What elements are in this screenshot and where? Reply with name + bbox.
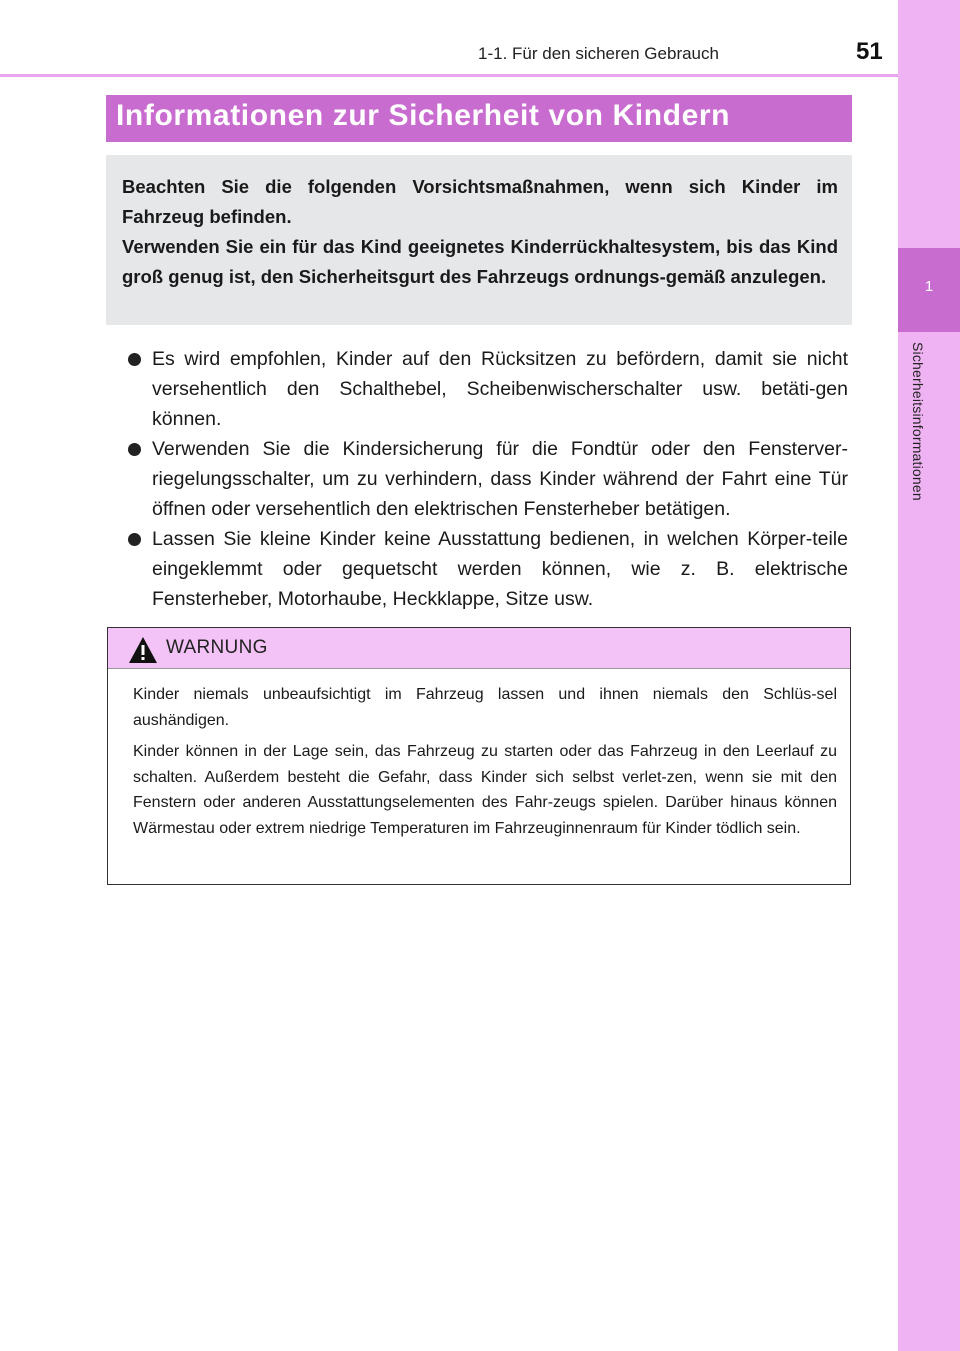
warning-label: WARNUNG: [166, 637, 268, 658]
list-item: [126, 434, 848, 524]
list-item-text: Es wird empfohlen, Kinder auf den Rücksitzen zu befördern, damit sie nicht versehentlich den Schalthebel, Scheibenwischerschalter usw. betäti-gen können.: [152, 348, 848, 430]
chapter-side-tab: [898, 0, 960, 1351]
bullet-icon: [128, 533, 141, 546]
warning-triangle-icon: [128, 636, 158, 664]
intro-text: [122, 172, 838, 292]
page-number: 51: [856, 38, 883, 65]
list-item-text: Verwenden Sie die Kindersicherung für die Fondtür oder den Fensterver-riegelungsschalter, um zu verhindern, dass Kinder während der Fahrt eine Tür öffnen oder versehentlich den elektrischen Fensterheber betätigen.: [152, 438, 848, 520]
warning-paragraph: Kinder können in der Lage sein, das Fahrzeug zu starten oder das Fahrzeug in den Leerlauf zu schalten. Außerdem besteht die Gefahr, dass Kinder sich selbst verlet-zen, wenn sie mit den Fenstern oder anderen Ausstattungselementen des Fahr-zeugs spielen. Darüber hinaus können Wärmestau oder extrem niedrige Temperaturen im Fahrzeuginnenraum für Kinder tödlich sein.: [133, 743, 837, 837]
list-item: [126, 344, 848, 434]
intro-paragraph: Beachten Sie die folgenden Vorsichtsmaßnahmen, wenn sich Kinder im Fahrzeug befinden.: [122, 176, 838, 227]
header-divider: [0, 74, 898, 77]
header-section-title: 1-1. Für den sicheren Gebrauch: [478, 44, 719, 63]
chapter-label: Sicherheitsinformationen: [910, 342, 926, 501]
warning-body: [133, 682, 837, 847]
bullet-icon: [128, 443, 141, 456]
warning-paragraph: Kinder niemals unbeaufsichtigt im Fahrzeug lassen und ihnen niemals den Schlüs-sel aushändigen.: [133, 686, 837, 729]
warning-box: [107, 627, 851, 885]
section-title: Informationen zur Sicherheit von Kindern: [116, 99, 731, 132]
list-item: [126, 524, 848, 614]
list-item-text: Lassen Sie kleine Kinder keine Ausstattung bedienen, in welchen Körper-teile eingeklemmt oder gequetscht werden können, wie z. B. elektrische Fensterheber, Motorhaube, Heckklappe, Sitze usw.: [152, 528, 848, 610]
warning-header: [108, 628, 850, 669]
bullet-icon: [128, 353, 141, 366]
bullet-list: [126, 344, 848, 614]
intro-paragraph: Verwenden Sie ein für das Kind geeignetes Kinderrückhaltesystem, bis das Kind groß genug ist, den Sicherheitsgurt des Fahrzeugs ordnungs-gemäß anzulegen.: [122, 236, 838, 287]
chapter-number: 1: [924, 278, 934, 295]
